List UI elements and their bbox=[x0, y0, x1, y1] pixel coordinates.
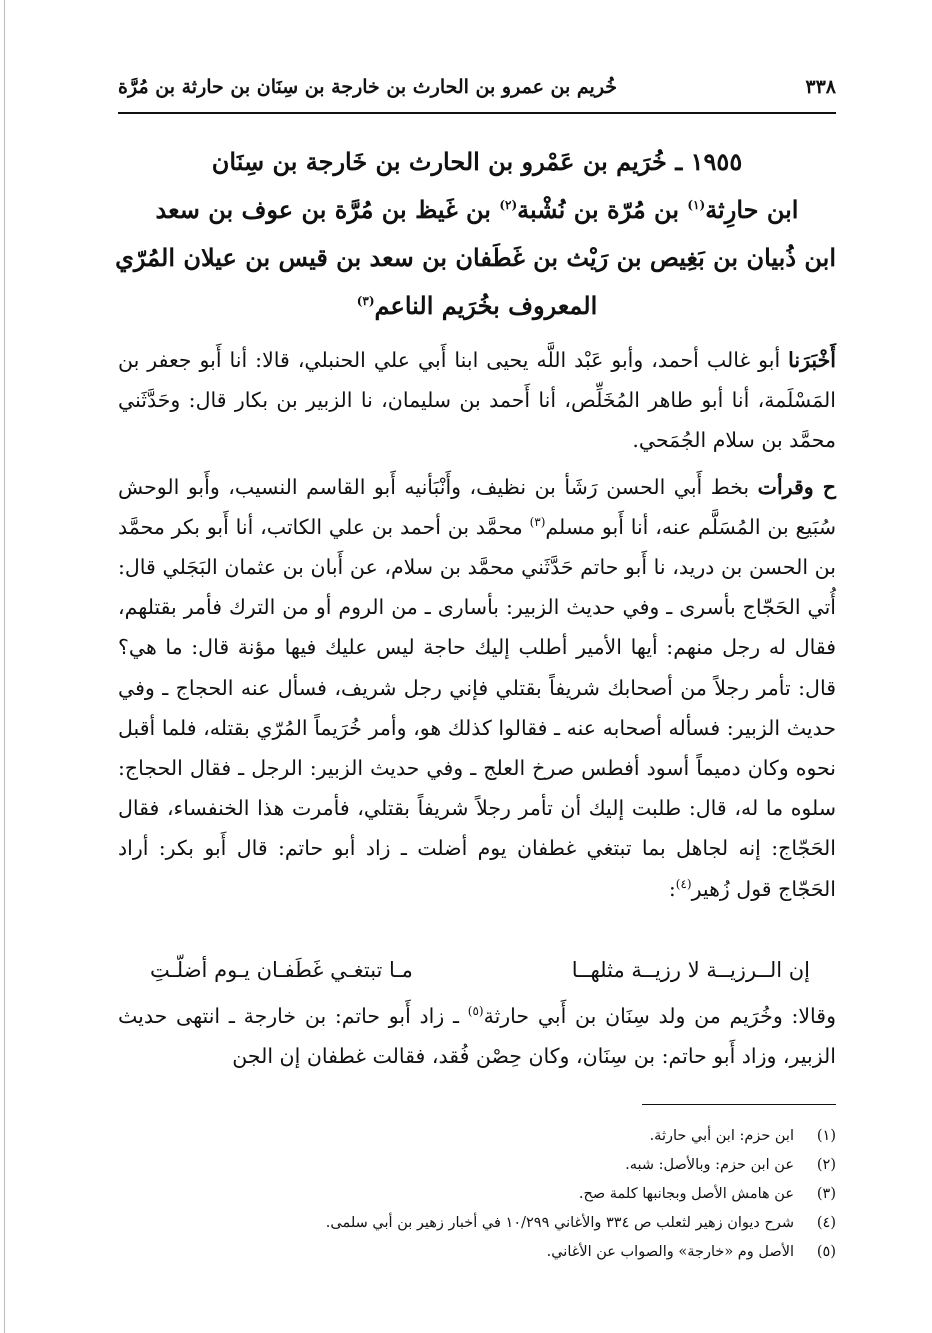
paragraph-1 bbox=[118, 340, 836, 461]
paragraph-lead: ح وقرأت bbox=[757, 474, 836, 499]
footnotes bbox=[118, 1122, 836, 1267]
running-title: خُريم بن عمرو بن الحارث بن خارجة بن سِنَان بن حارثة بن مُرَّة bbox=[118, 76, 618, 98]
paragraph-text: : bbox=[668, 876, 676, 901]
body-text bbox=[118, 340, 836, 909]
footnote-ref: (٣) bbox=[356, 294, 375, 308]
footnote-rule bbox=[642, 1104, 836, 1105]
footnote-ref: (٤) bbox=[675, 876, 692, 891]
body-text-continued bbox=[118, 996, 836, 1076]
paragraph-text: بخط أَبي الحسن رَشَأ بن نظيف، وأَنْبَأنيه أَبو القاسم النسيب، وأَبو الوحش سُبَيع بن المُسَلَّم عنه، أنا أَبو مسلم bbox=[118, 474, 836, 539]
footnote-text: عن هامش الأصل وبجانبها كلمة صح. bbox=[578, 1186, 794, 1202]
entry-title bbox=[115, 138, 836, 330]
footnote-text: شرح ديوان زهير لثعلب ص ٣٣٤ والأغاني ١٠/٢٩٩ في أخبار زهير بن أبي سلمى. bbox=[325, 1215, 794, 1231]
paragraph-text: ـ زاد أَبو حاتم: بن خارجة ـ انتهى حديث الزبير، وزاد أَبو حاتم: بن سِنَان، وكان حِصْن فُقد، فقالت غطفان إن الجن bbox=[118, 1004, 836, 1069]
footnote-number: (١) bbox=[816, 1128, 836, 1144]
footnote-ref: (١) bbox=[687, 198, 706, 212]
footnote-text: ابن حزم: ابن أبي حارثة. bbox=[649, 1128, 794, 1144]
paragraph-lead: أَخْبَرَنا bbox=[788, 348, 836, 372]
title-line-2-end: بن غَيظ بن مُرَّة بن عوف بن سعد bbox=[155, 195, 500, 224]
footnote-number: (٥) bbox=[816, 1244, 836, 1260]
title-line-2-start: ابن حارِثة bbox=[705, 195, 799, 224]
footnote-item bbox=[118, 1209, 836, 1238]
paragraph-text: وقالا: وخُرَيم من ولد سِنَان بن أَبي حارثة bbox=[483, 1004, 837, 1028]
page-number: ٣٣٨ bbox=[805, 76, 836, 98]
verse-hemistich-1: إن الــرزيــة لا رزيــة مثلهــا bbox=[571, 958, 810, 982]
paragraph-2 bbox=[118, 467, 836, 909]
paragraph-3 bbox=[118, 996, 836, 1076]
title-line-3: ابن ذُبيان بن بَغِيص بن رَيْث بن غَطَفان بن سعد بن قيس بن عيلان المُرّي bbox=[115, 243, 836, 272]
footnote-ref: (٢) bbox=[499, 198, 518, 212]
page-edge bbox=[4, 0, 5, 1333]
footnote-item bbox=[118, 1122, 836, 1151]
footnote-number: (٤) bbox=[816, 1215, 836, 1231]
running-header bbox=[118, 72, 836, 102]
title-line-4-text: المعروف بخُرَيم الناعم bbox=[374, 291, 598, 320]
verse-hemistich-2: مـا تبتغـي غَطَفـان يـوم أضلّـتِ bbox=[150, 958, 413, 982]
title-line-2-mid: بن مُرّة بن نُشْبة bbox=[517, 195, 688, 224]
title-line-1: ١٩٥٥ ـ خُرَيم بن عَمْرو بن الحارث بن خَارجة بن سِنَان bbox=[211, 147, 743, 176]
paragraph-text: محمَّد بن أحمد بن علي الكاتب، أنا أَبو بكر محمَّد بن الحسن بن دريد، نا أَبو حاتم حَدَّثَني محمَّد بن سلام، عن أَبان بن عثمان البَجَلي قال: أُتي الحَجّاج بأسرى ـ وفي حديث الزبير: بأسارى ـ من الروم أو من الترك فأمر بقتلهم، فقال له رجل منهم: أيها الأمير أطلب إليك حاجة ليس عليك فيها مؤنة قال: ما هي؟ قال: تأمر رجلاً من أصحابك شريفاً بقتلي فإني رجل شريف، فسأل عنه الحجاج ـ وفي حديث الزبير: فسأله أصحابه عنه ـ فقالوا كذلك هو، وأمر خُرَيماً المُرّي بقتله، فلما أقبل نحوه وكان دميماً أسود أفطس صرخ العلج ـ وفي حديث الزبير: الرجل ـ فقال الحجاج: سلوه ما له، قال: طلبت إليك أن تأمر رجلاً شريفاً بقتلي، فأمرت هذا الخنفساء، فقال الحَجّاج: إنه لجاهل بما تبتغي غطفان يوم أضلت ـ زاد أبو حاتم: قال أَبو بكر: أراد الحَجّاج قول زُهير bbox=[118, 514, 836, 901]
header-rule bbox=[118, 112, 836, 114]
footnote-ref: (٣) bbox=[529, 514, 546, 529]
poetry-verse bbox=[150, 952, 810, 988]
footnote-text: عن ابن حزم: وبالأصل: شبه. bbox=[625, 1157, 794, 1173]
footnote-text: الأصل وم «خارجة» والصواب عن الأغاني. bbox=[546, 1244, 794, 1260]
footnote-item bbox=[118, 1151, 836, 1180]
footnote-number: (٣) bbox=[816, 1186, 836, 1202]
title-line-4 bbox=[118, 282, 836, 330]
footnote-item bbox=[118, 1238, 836, 1267]
footnote-item bbox=[118, 1180, 836, 1209]
footnote-ref: (٥) bbox=[467, 1004, 484, 1019]
title-line-2 bbox=[118, 186, 836, 234]
paragraph-text: أبو غالب أحمد، وأبو عَبْد اللَّه يحيى ابنا أَبي علي الحنبلي، قالا: أنا أَبو جعفر بن المَسْلَمة، أنا أبو طاهر المُخَلِّص، أنا أَحمد بن سليمان، نا الزبير بن بكار قال: وحَدَّثَني محمَّد بن سلام الجُمَحي. bbox=[118, 348, 836, 453]
footnote-number: (٢) bbox=[816, 1157, 836, 1173]
